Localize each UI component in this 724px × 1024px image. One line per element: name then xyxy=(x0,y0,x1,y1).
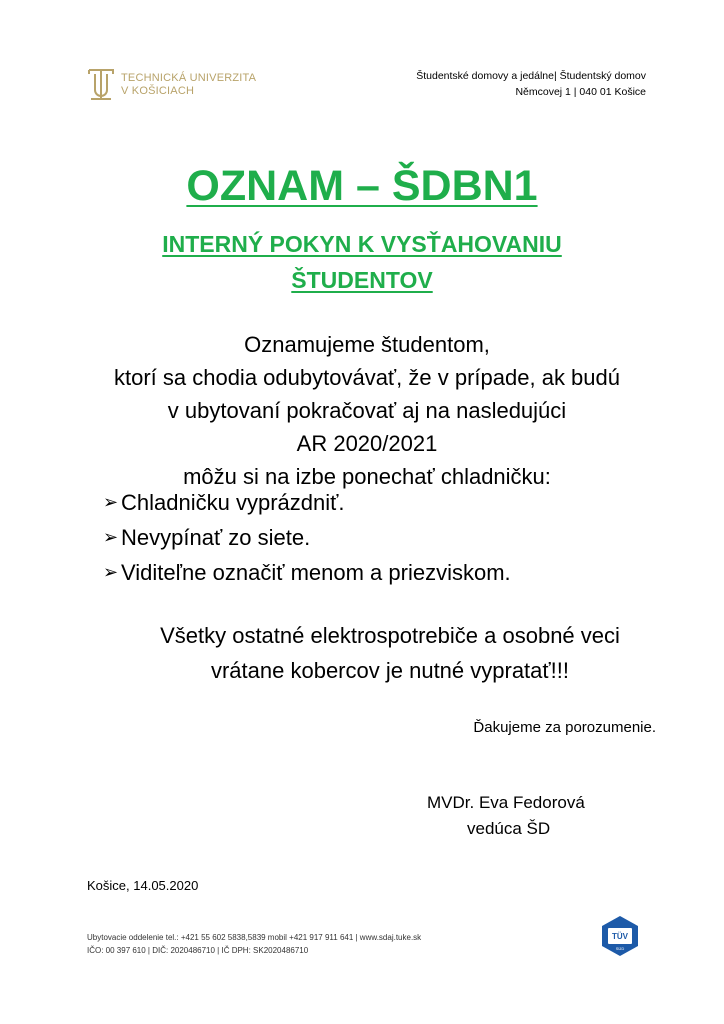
footer-contact: Ubytovacie oddelenie tel.: +421 55 602 5838,5839 mobil +421 917 911 641 | www.sdaj.tuke.sk xyxy=(87,933,422,942)
list-item: ➢ Chladničku vyprázdniť. xyxy=(103,485,511,520)
subtitle-line-2: ŠTUDENTOV xyxy=(291,267,433,293)
intro-line: Oznamujeme študentom, xyxy=(244,332,490,357)
org-address xyxy=(416,68,646,100)
page-title: OZNAM – ŠDBN1 xyxy=(186,162,538,210)
logo-line-2: V KOŠICIACH xyxy=(121,85,195,97)
tuv-label: TÜV xyxy=(612,932,628,941)
intro-line: v ubytovaní pokračovať aj na nasledujúci xyxy=(167,398,567,423)
arrow-bullet-icon: ➢ xyxy=(103,527,119,547)
footer-ids: IČO: 00 397 610 | DIČ: 2020486710 | IČ DPH: SK2020486710 xyxy=(87,946,309,955)
intro-line: ktorí sa chodia odubytovávať, že v prípade, ak budú xyxy=(113,365,620,390)
intro-line: AR 2020/2021 xyxy=(296,431,438,456)
tuv-certification-badge xyxy=(599,915,641,957)
tuv-sub-label: SÜD xyxy=(615,946,625,951)
bullet-list xyxy=(103,485,511,590)
page-subtitle xyxy=(0,226,724,298)
list-item: ➢ Viditeľne označiť menom a priezviskom. xyxy=(103,555,511,590)
arrow-bullet-icon: ➢ xyxy=(103,562,119,582)
subtitle-line-1: INTERNÝ POKYN K VYSŤAHOVANIU xyxy=(162,231,562,257)
org-name: Študentské domovy a jedálne| Študentský domov xyxy=(416,70,646,82)
warning-note xyxy=(0,618,724,688)
footer xyxy=(87,931,421,957)
intro-text xyxy=(0,328,724,493)
document-date: Košice, 14.05.2020 xyxy=(87,878,199,893)
list-item: ➢ Nevypínať zo siete. xyxy=(103,520,511,555)
intro-line: môžu si na izbe ponechať chladničku: xyxy=(183,464,551,489)
tuke-logo-icon xyxy=(87,68,115,102)
signature-name: MVDr. Eva Fedorová xyxy=(427,793,585,812)
org-street: Němcovej 1 | 040 01 Košice xyxy=(515,86,646,98)
arrow-bullet-icon: ➢ xyxy=(103,492,119,512)
note-line: Všetky ostatné elektrospotrebiče a osobné veci xyxy=(160,623,620,648)
university-logo xyxy=(87,68,256,102)
note-line: vrátane kobercov je nutné vypratať!!! xyxy=(210,658,569,683)
logo-line-1: TECHNICKÁ UNIVERZITA xyxy=(121,72,257,84)
thanks-text: Ďakujeme za porozumenie. xyxy=(473,719,656,736)
signature-role: vedúca ŠD xyxy=(467,819,551,838)
